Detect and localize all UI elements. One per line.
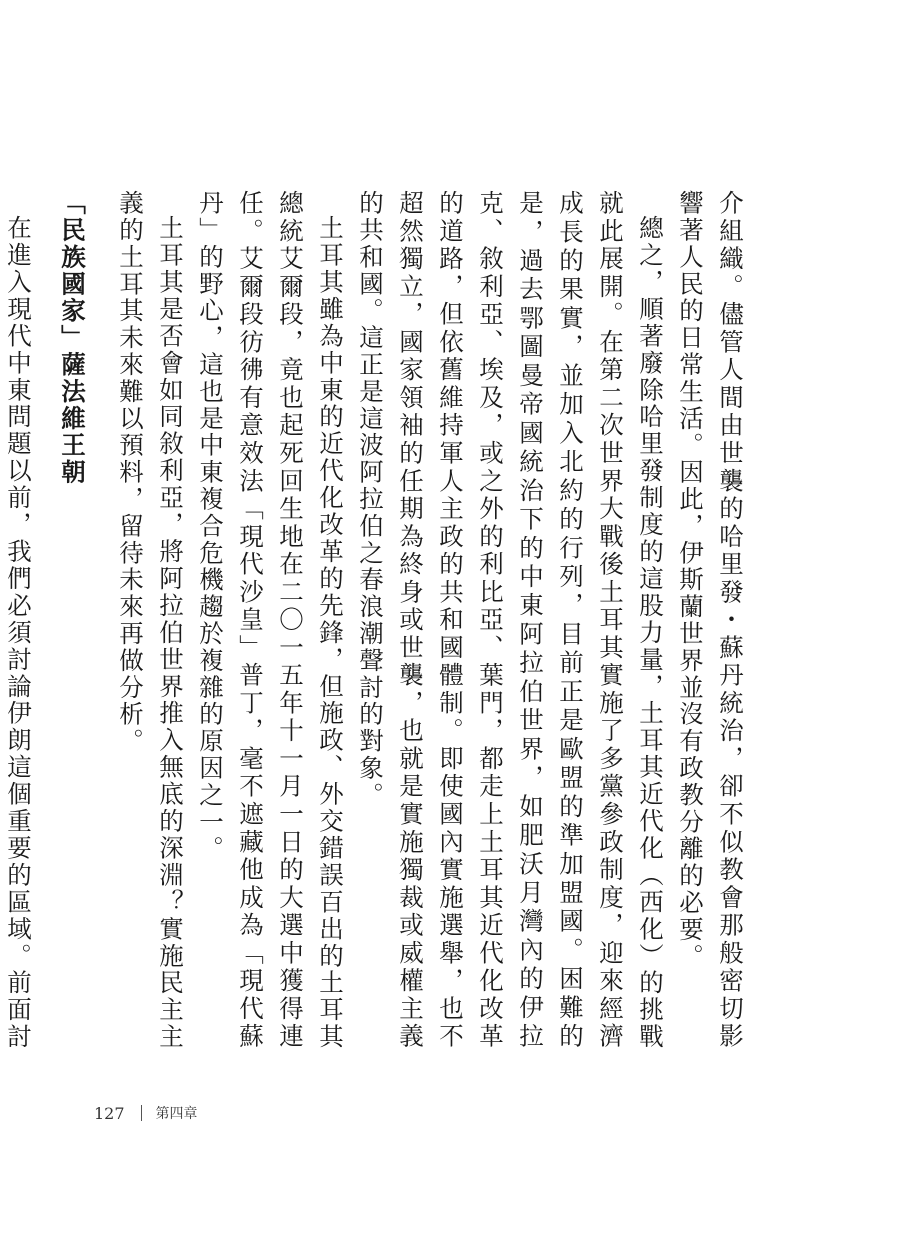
page-footer <box>94 1103 198 1123</box>
footer-divider <box>141 1105 142 1121</box>
vertical-text-body <box>4 190 750 1050</box>
paragraph-continuation: 介組織。儘管人間由世襲的哈里發・蘇丹統治，卻不似教會那般密切影響著人民的日常生活。因此，伊斯蘭世界並沒有政教分離的必要。 <box>676 190 745 1050</box>
paragraph: 土耳其是否會如同敘利亞，將阿拉伯世界推入無底的深淵？實施民主主義的土耳其未來難以預料，留待未來再做分析。 <box>116 190 185 1050</box>
chapter-label: 第四章 <box>155 1106 198 1122</box>
paragraph: 土耳其雖為中東的近代化改革的先鋒，但施政、外交錯誤百出的土耳其總統艾爾段，竟也起死回生地在二〇一五年十一月一日的大選中獲得連任。艾爾段彷彿有意效法「現代沙皇」普丁，毫不遮藏他成為「現代蘇丹」的野心，這也是中東複合危機趨於複雜的原因之一。 <box>196 190 345 1050</box>
page-number: 127 <box>94 1103 125 1123</box>
paragraph: 總之，順著廢除哈里發制度的這股力量，土耳其近代化（西化）的挑戰就此展開。在第二次世界大戰後土耳其實施了多黨參政制度，迎來經濟成長的果實，並加入北約的行列，目前正是歐盟的準加盟國。困難的是，過去鄂圖曼帝國統治下的中東阿拉伯世界，如肥沃月灣內的伊拉克、敘利亞、埃及，或之外的利比亞、葉門，都走上土耳其近代化改革的道路，但依舊維持軍人主政的共和國體制。即使國內實施選舉，也不超然獨立，國家領袖的任期為終身或世襲，也就是實施獨裁或威權主義的共和國。這正是這波阿拉伯之春浪潮聲討的對象。 <box>356 190 665 1050</box>
section-heading: 「民族國家」薩法維王朝 <box>58 190 87 486</box>
paragraph: 在進入現代中東問題以前，我們必須討論伊朗這個重要的區域。前面討 <box>4 214 33 1050</box>
